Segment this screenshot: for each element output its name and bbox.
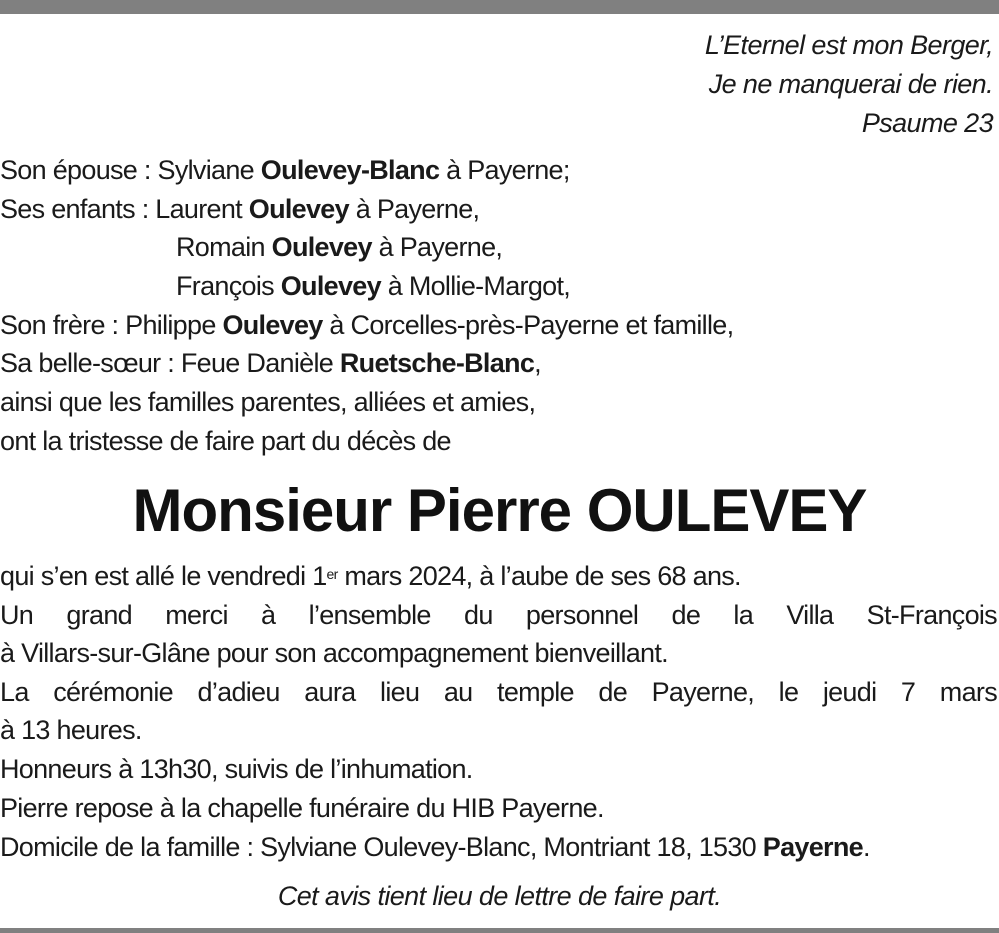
family-spouse: Son épouse : Sylviane Oulevey-Blanc à Payerne; [0,155,570,185]
family-child-3: François Oulevey à Mollie-Margot, [176,271,571,301]
ceremony-line-2: à 13 heures. [0,715,142,745]
honours-line: Honneurs à 13h30, suivis de l’inhumation. [0,754,473,784]
verse-line-1: L’Eternel est mon Berger, [704,30,993,60]
family-brother: Son frère : Philippe Oulevey à Corcelles-près-Payerne et famille, [0,310,734,340]
death-date-line: qui s’en est allé le vendredi 1er mars 2024, à l’aube de ses 68 ans. [0,561,741,591]
verse-source: Psaume 23 [861,108,993,138]
footer-note: Cet avis tient lieu de lettre de faire part. [277,881,722,911]
family-child-2: Romain Oulevey à Payerne, [176,232,503,262]
thanks-line-2: à Villars-sur-Glâne pour son accompagnement bienveillant. [0,638,668,668]
thanks-line-1: Un grand merci à l’ensemble du personnel de la Villa St-François [0,600,997,630]
repose-line: Pierre repose à la chapelle funéraire du HIB Payerne. [0,793,604,823]
announcement-line: ont la tristesse de faire part du décès de [0,426,451,456]
ceremony-line-1: La cérémonie d’adieu aura lieu au temple de Payerne, le jeudi 7 mars [0,677,997,707]
top-rule [0,0,999,14]
family-sister-in-law: Sa belle-sœur : Feue Danièle Ruetsche-Blanc, [0,348,541,378]
family-relatives-line: ainsi que les familles parentes, alliées et amies, [0,387,536,417]
family-child-1: Ses enfants : Laurent Oulevey à Payerne, [0,194,480,224]
bible-verse [705,26,993,143]
domicile-line: Domicile de la famille : Sylviane Oulevey-Blanc, Montriant 18, 1530 Payerne. [0,832,870,862]
bottom-rule [0,928,999,933]
verse-line-2: Je ne manquerai de rien. [708,69,993,99]
deceased-name: Monsieur Pierre OULEVEY [132,477,867,544]
